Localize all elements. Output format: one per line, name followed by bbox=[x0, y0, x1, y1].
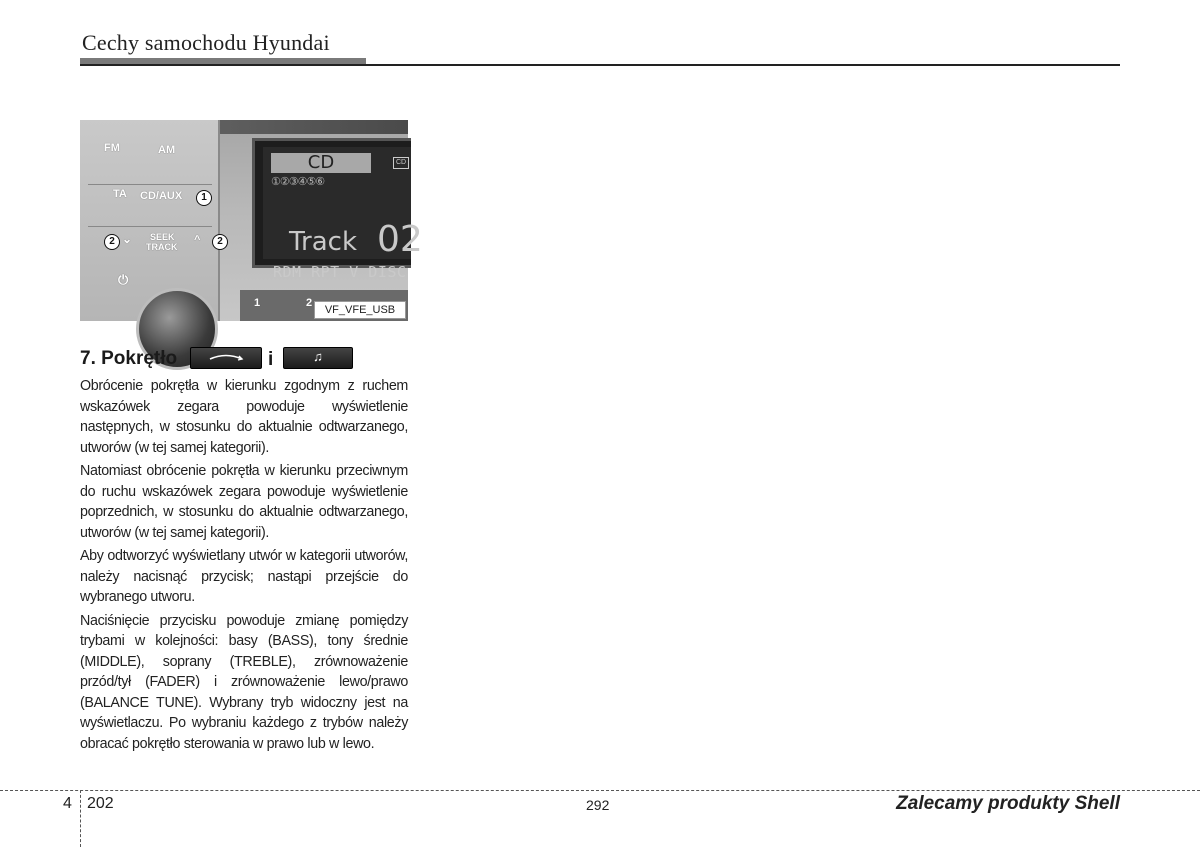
music-note-key-icon: ♫ bbox=[283, 347, 353, 369]
callout-2-left: 2 bbox=[104, 234, 120, 250]
seek-up-icon: ^ bbox=[194, 234, 201, 246]
lcd-display bbox=[252, 138, 423, 281]
paragraph-2: Natomiast obrócenie pokrętła w kierunku przeciwnym do ruchu wskazówek zegara powoduje wyświetlenie poprzednich, w stosunku do aktualnie odtwarzanego, utworów (w tej samej kategorii). bbox=[80, 463, 408, 541]
lcd-mode: CD bbox=[271, 153, 371, 173]
cd-icon: CD bbox=[393, 157, 409, 169]
power-icon: ⏻ bbox=[118, 272, 129, 287]
fm-label: FM bbox=[104, 142, 120, 154]
tune-knob-key-icon bbox=[190, 347, 262, 369]
paragraph-4: Naciśnięcie przycisku powoduje zmianę pomiędzy trybami w kolejności: basy (BASS), tony średnie (MIDDLE), soprany (TREBLE), zrównoważenie przód/tył (FADER) i zrównoważenie lewo/prawo (BALANCE TUNE). Wybrany tryb widoczny jest na wyświetlaczu. Po wybraniu każdego z trybów należy obracać pokrętło sterowania w prawo lub w lewo. bbox=[80, 612, 408, 752]
button-panel bbox=[80, 120, 223, 321]
footer-dashed-line bbox=[0, 790, 1200, 791]
callout-2-right: 2 bbox=[212, 234, 228, 250]
lcd-screen bbox=[263, 147, 423, 260]
paragraph-3: Aby odtworzyć wyświetlany utwór w kategorii utworów, należy nacisnąć przycisk; nastąpi przejście do wybranego utworu. bbox=[80, 548, 408, 605]
am-label: AM bbox=[158, 144, 176, 156]
radio-panel-photo bbox=[80, 120, 423, 321]
preset-key-2: 2 bbox=[306, 297, 313, 309]
body-text bbox=[80, 376, 408, 757]
track-label: TRACK bbox=[146, 242, 178, 252]
lcd-bottom-labels: RDM RPT V DISC bbox=[273, 263, 407, 281]
preset-key-1: 1 bbox=[254, 297, 261, 309]
footer-vertical-dash bbox=[80, 790, 81, 847]
footer-slogan: Zalecamy produkty Shell bbox=[896, 793, 1120, 814]
paragraph-1: Obrócenie pokrętła w kierunku zgodnym z ruchem wskazówek zegara powoduje wyświetlenie następnych, w stosunku do aktualnie odtwarzanego, utworów (w tej samej kategorii). bbox=[80, 378, 408, 456]
footer-center-number: 292 bbox=[586, 797, 610, 813]
section-title: 7. Pokrętło bbox=[80, 348, 178, 369]
seek-down-icon: ⌄ bbox=[122, 232, 133, 246]
lcd-track-number: 02 bbox=[377, 219, 423, 260]
footer-page-number: 202 bbox=[87, 795, 114, 812]
section-conjunction: i bbox=[268, 349, 274, 370]
photo-code-tag: VF_VFE_USB bbox=[314, 301, 406, 319]
seek-row bbox=[88, 220, 223, 270]
seek-label: SEEK bbox=[150, 232, 175, 242]
cd-aux-label: CD/AUX bbox=[140, 190, 183, 202]
lcd-disks: ①②③④⑤⑥ bbox=[271, 176, 325, 188]
lcd-track-label: Track bbox=[289, 227, 358, 257]
page-header-title: Cechy samochodu Hyundai bbox=[82, 30, 330, 55]
header-rule bbox=[80, 64, 1120, 66]
ta-label: TA bbox=[113, 188, 127, 200]
callout-1: 1 bbox=[196, 190, 212, 206]
footer-chapter-number: 4 bbox=[63, 795, 72, 812]
